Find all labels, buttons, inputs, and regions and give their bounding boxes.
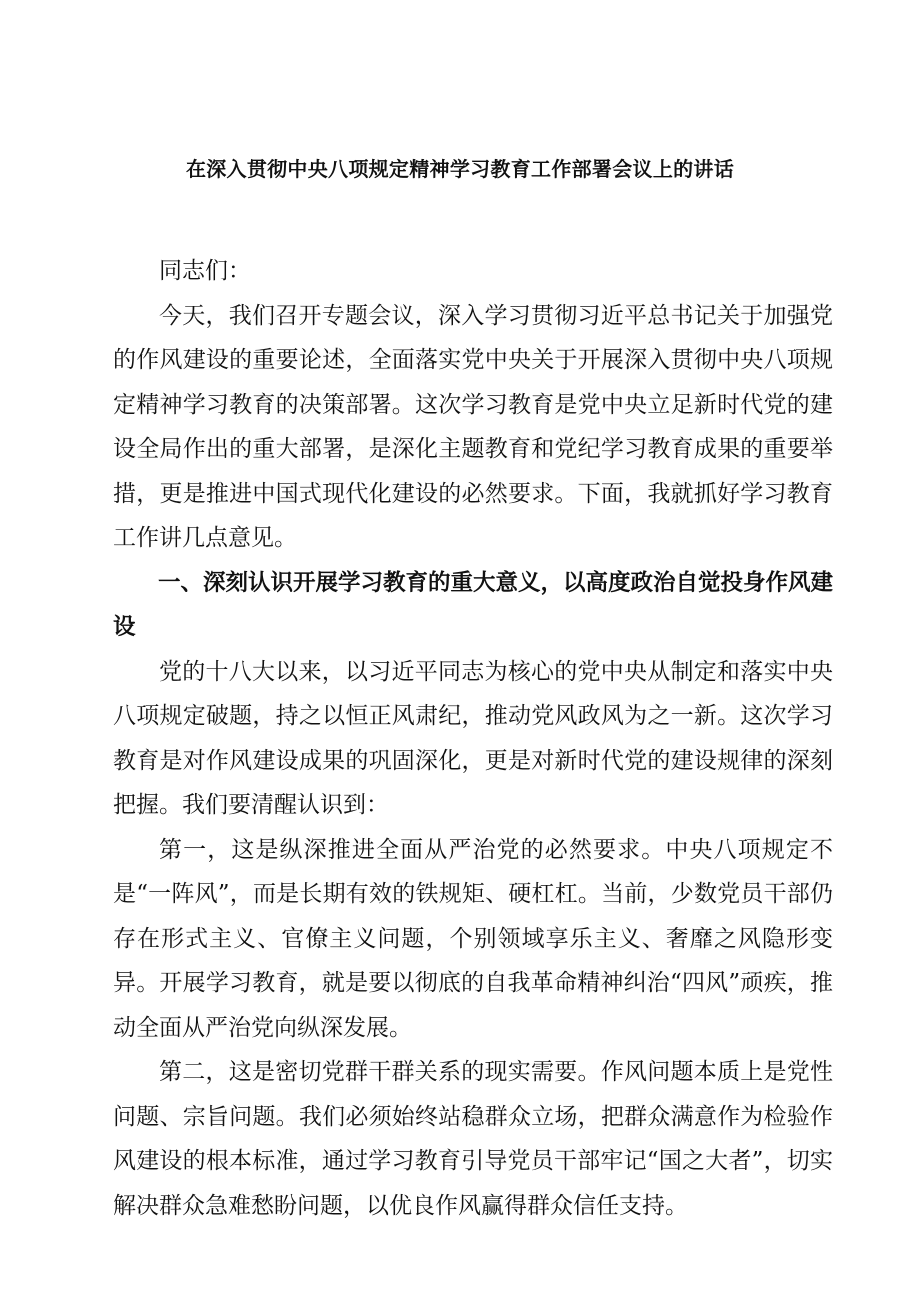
section-heading-1: 一、深刻认识开展学习教育的重大意义，以高度政治自觉投身作风建设 <box>113 569 834 640</box>
document-title: 在深入贯彻中央八项规定精神学习教育工作部署会议上的讲话 <box>185 157 735 181</box>
paragraph-section1-intro: 党的十八大以来，以习近平同志为核心的党中央从制定和落实中央八项规定破题，持之以恒正风肃纪，推动党风政风为之一新。这次学习教育是对作风建设成果的巩固深化，更是对新时代党的建设规律的深刻把握。我们要清醒认识到： <box>113 658 833 818</box>
document-body <box>113 249 833 1228</box>
paragraph-intro: 今天，我们召开专题会议，深入学习贯彻习近平总书记关于加强党的作风建设的重要论述，全面落实党中央关于开展深入贯彻中央八项规定精神学习教育的决策部署。这次学习教育是党中央立足新时代党的建设全局作出的重大部署，是深化主题教育和党纪学习教育成果的重要举措，更是推进中国式现代化建设的必然要求。下面，我就抓好学习教育工作讲几点意见。 <box>113 302 833 551</box>
salutation: 同志们： <box>159 258 251 284</box>
paragraph-point-first: 第一，这是纵深推进全面从严治党的必然要求。中央八项规定不是“一阵风”，而是长期有效的铁规矩、硬杠杠。当前，少数党员干部仍存在形式主义、官僚主义问题，个别领域享乐主义、奢靡之风隐形变异。开展学习教育，就是要以彻底的自我革命精神纠治“四风”顽疾，推动全面从严治党向纵深发展。 <box>113 836 833 1041</box>
paragraph-point-second: 第二，这是密切党群干群关系的现实需要。作风问题本质上是党性问题、宗旨问题。我们必须始终站稳群众立场，把群众满意作为检验作风建设的根本标准，通过学习教育引导党员干部牢记“国之大者”，切实解决群众急难愁盼问题，以优良作风赢得群众信任支持。 <box>113 1059 833 1219</box>
